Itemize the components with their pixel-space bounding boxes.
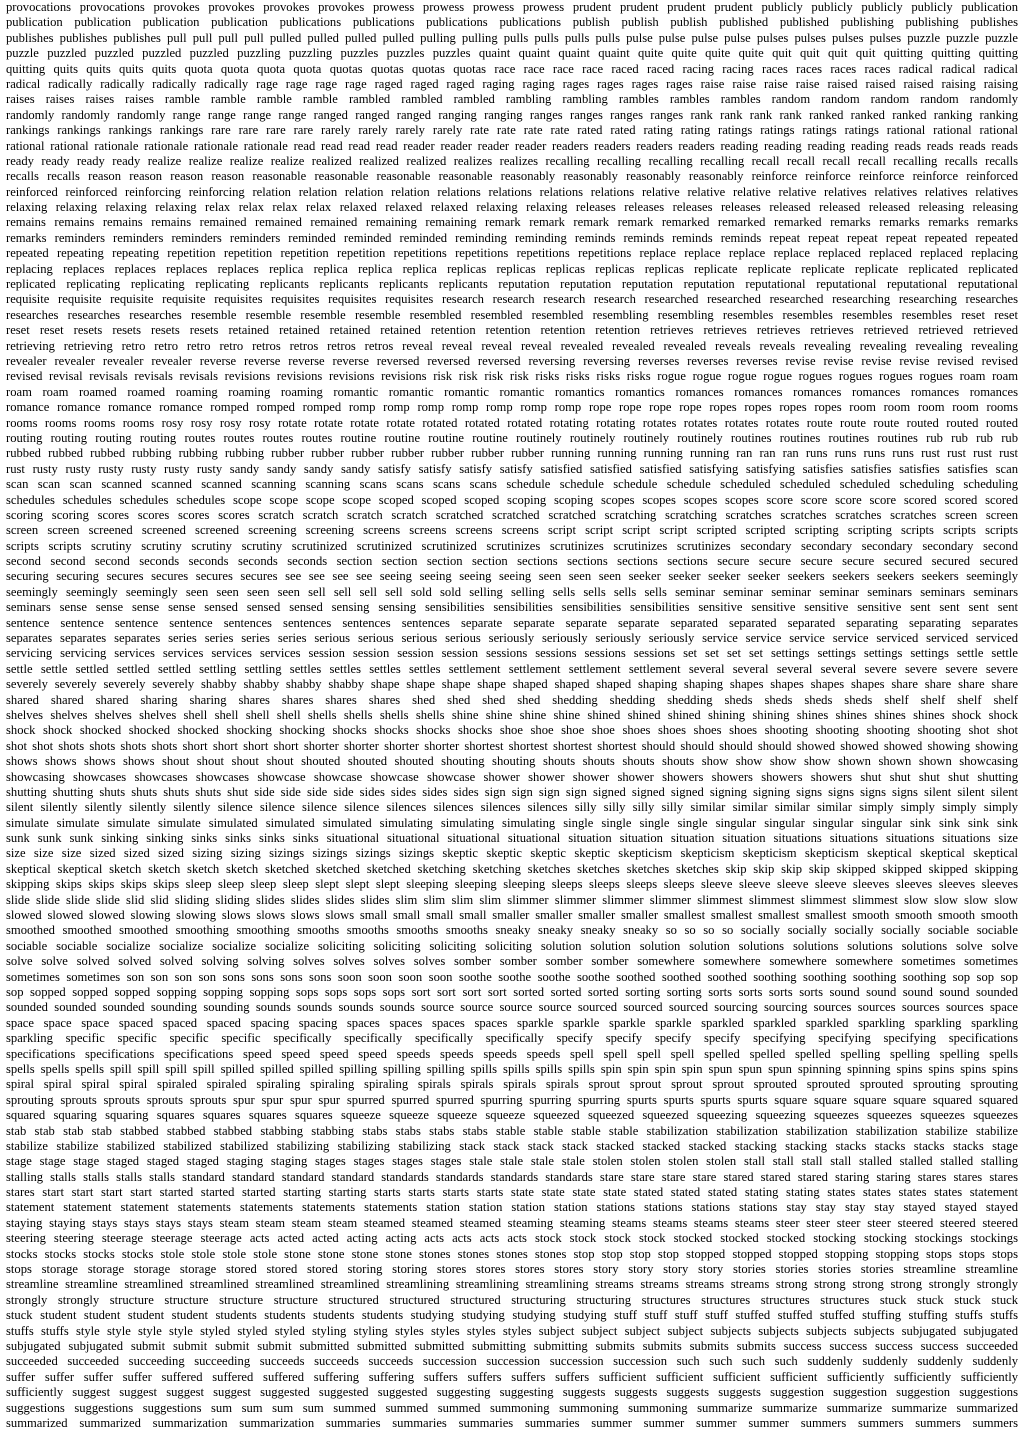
text-line: scripts scripts scrutiny scrutiny scrutiny scrutiny scrutinized scrutinized scrutinized scrutinizes scrutinizes scrutinizes scrutinizes secondary secondary secondary secondary second	[6, 538, 1018, 553]
text-line: stage stage stage staged staged staged staging staging stages stages stages stages stale stale stale stale stolen stolen stolen stolen stall stall stall stall stalled stalled stalled stalling	[6, 1154, 1018, 1169]
text-line: sounded sounded sounded sounding sounding sounds sounds sounds sounds source source source source sourced sourced sourced sourcing sourcing sources sources sources sources space	[6, 1000, 1018, 1015]
text-line: showcasing showcases showcases showcases showcase showcase showcase showcase shower shower shower shower showers showers showers showers shut shut shut shut shutting	[6, 769, 1018, 784]
text-line: statement statement statement statements statements statements statements station station station station stations stations stations stations stay stay stay stay stayed stayed stayed	[6, 1200, 1018, 1215]
word-list-text	[6, 0, 1018, 1431]
text-line: simulate simulate simulate simulate simulated simulated simulated simulating simulating simulating single single single single singular singular singular singular sink sink sink sink	[6, 815, 1018, 830]
text-line: rational rational rationale rationale rationale rationale read read read read reader reader reader reader readers readers readers readers reading reading reading reading reads reads reads reads	[6, 138, 1018, 153]
text-line: revealer revealer revealer revealer reverse reverse reverse reverse reversed reversed reversed reversing reversing reverses reverses reverses revise revise revise revise revised revised	[6, 353, 1018, 368]
text-line: rubbed rubbed rubbed rubbing rubbing rubbing rubber rubber rubber rubber rubber rubber rubber running running running running ran ran ran runs runs runs runs rust rust rust rust	[6, 446, 1018, 461]
text-line: schedules schedules schedules schedules scope scope scope scope scoped scoped scoped scoping scoping scopes scopes scopes scopes score score score score scored scored scored	[6, 492, 1018, 507]
text-line: slowed slowed slowed slowing slowing slows slows slows slows small small small small smaller smaller smaller smaller smallest smallest smallest smallest smooth smooth smooth smooth	[6, 908, 1018, 923]
text-line: replicated replicating replicating replicating replicants replicants replicants replicants reputation reputation reputation reputation reputational reputational reputational reputational	[6, 277, 1018, 292]
text-line: seminars sense sense sense sense sensed sensed sensed sensing sensing sensibilities sensibilities sensibilities sensibilities sensitive sensitive sensitive sensitive sent sent sent sent	[6, 600, 1018, 615]
text-line: size size size sized sized sized sizing sizing sizings sizings sizings sizings skeptic skeptic skeptic skeptic skepticism skepticism skepticism skepticism skeptical skeptical skeptical	[6, 846, 1018, 861]
text-line: shared shared shared sharing sharing shares shares shares shares shed shed shed shed shedding shedding shedding sheds sheds sheds sheds shelf shelf shelf shelf	[6, 692, 1018, 707]
text-line: requisite requisite requisite requisite requisites requisites requisites requisites research research research research researched researched researched researching researching researches	[6, 292, 1018, 307]
text-line: skipping skips skips skips skips sleep sleep sleep sleep slept slept slept sleeping sleeping sleeping sleeps sleeps sleeps sleeps sleeve sleeve sleeve sleeve sleeves sleeves sleeves sleeves	[6, 877, 1018, 892]
text-line: suggestions suggestions suggestions sum sum sum sum summed summed summed summoning summoning summoning summarize summarize summarize summarize summarized	[6, 1400, 1018, 1415]
text-line: scoring scoring scores scores scores scores scratch scratch scratch scratch scratched scratched scratched scratching scratching scratches scratches scratches scratches screen screen	[6, 507, 1018, 522]
text-line: reinforced reinforced reinforcing reinforcing relation relation relation relation relations relations relations relations relative relative relative relative relatives relatives relatives relatives	[6, 184, 1018, 199]
text-line: roam roam roamed roamed roaming roaming roaming romantic romantic romantic romantic romantics romantics romances romances romances romances romances romances	[6, 384, 1018, 399]
text-line: smoothed smoothed smoothed smoothing smoothing smooths smooths smooths smooths sneaky sneaky sneaky sneaky so so so so socially socially socially socially sociable sociable	[6, 923, 1018, 938]
text-line: scan scan scan scanned scanned scanned scanning scanning scans scans scans scans schedule schedule schedule schedule scheduled scheduled scheduled scheduling scheduling	[6, 477, 1018, 492]
text-line: severely severely severely severely shabby shabby shabby shabby shape shape shape shape shaped shaped shaped shaping shaping shapes shapes shapes shapes share share share share	[6, 677, 1018, 692]
text-line: stuck student student student student students students students students studying studying studying studying stuff stuff stuff stuff stuffed stuffed stuffed stuffing stuffing stuffs stuffs	[6, 1308, 1018, 1323]
text-line: recalls recalls reason reason reason reason reasonable reasonable reasonable reasonable reasonably reasonably reasonably reasonably reinforce reinforce reinforce reinforce reinforced	[6, 169, 1018, 184]
text-line: routing routing routing routing routes routes routes routes routine routine routine routine routinely routinely routinely routinely routines routines routines routines rub rub rub rub	[6, 430, 1018, 445]
text-line: suffer suffer suffer suffer suffered suffered suffered suffering suffering suffers suffers suffers suffers sufficient sufficient sufficient sufficient sufficiently sufficiently sufficiently	[6, 1369, 1018, 1384]
text-line: ready ready ready ready realize realize realize realize realized realized realized realizes realizes recalling recalling recalling recalling recall recall recall recall recalling recalls recalls	[6, 153, 1018, 168]
text-line: provocations provocations provokes provokes provokes provokes prowess prowess prowess prowess prudent prudent prudent prudent publicly publicly publicly publicly publication	[6, 0, 1018, 14]
text-line: relaxing relaxing relaxing relaxing relax relax relax relax relaxed relaxed relaxed relaxing relaxing releases releases releases releases released released released releasing releasing	[6, 200, 1018, 215]
text-line: rankings rankings rankings rankings rare rare rare rare rarely rarely rarely rarely rate rate rate rate rated rated rating rating ratings ratings ratings ratings rational rational rational	[6, 123, 1018, 138]
text-line: sop sopped sopped sopped sopping sopping sopping sops sops sops sops sort sort sort sort sorted sorted sorted sorting sorting sorts sorts sorts sorts sound sound sound sound sounded	[6, 985, 1018, 999]
text-line: replacing replaces replaces replaces replaces replica replica replica replica replicas replicas replicas replicas replicas replicate replicate replicate replicate replicated replicated	[6, 261, 1018, 276]
text-line: seemingly seemingly seemingly seen seen seen seen sell sell sell sell sold sold selling selling sells sells sells sells seminar seminar seminar seminar seminars seminars seminars	[6, 584, 1018, 599]
text-line: screen screen screened screened screened screening screening screens screens screens screens script script script script scripted scripted scripting scripting scripts scripts scripts	[6, 523, 1018, 538]
text-line: rust rusty rusty rusty rusty rusty rusty sandy sandy sandy sandy satisfy satisfy satisfy satisfy satisfied satisfied satisfied satisfying satisfying satisfies satisfies satisfies satisfies scan	[6, 461, 1018, 476]
text-line: sentence sentence sentence sentence sentences sentences sentences sentences separate separate separate separate separated separated separated separating separating separates	[6, 615, 1018, 630]
text-line: remains remains remains remains remained remained remained remaining remaining remark remark remark remark remarked remarked remarked remarks remarks remarks remarks	[6, 215, 1018, 230]
text-line: spells spells spells spill spill spill spill spilled spilled spilled spilling spilling spilling spills spills spills spills spin spin spin spin spun spun spun spinning spinning spins spins spins spins	[6, 1061, 1018, 1076]
text-line: puzzle puzzled puzzled puzzled puzzled puzzling puzzling puzzles puzzles puzzles quaint quaint quaint quaint quite quite quite quite quit quit quit quit quitting quitting quitting	[6, 46, 1018, 61]
text-line: sprouting sprouts sprouts sprouts sprouts spur spur spur spur spurred spurred spurred spurring spurring spurring spurts spurts spurts spurts square square square square squared squared	[6, 1092, 1018, 1107]
text-line: stares start start start start started started started starting starting starts starts starts starts state state state state stated stated stated stating stating states states states states statement	[6, 1185, 1018, 1200]
text-line: stops storage storage storage storage stored stored stored storing storing stores stores stores stores story story story story stories stories stories stories streamline streamline	[6, 1262, 1018, 1277]
text-line: spiral spiral spiral spiral spiraled spiraled spiraling spiraling spiraling spirals spirals spirals spirals sprout sprout sprout sprout sprouted sprouted sprouted sprouting sprouting	[6, 1077, 1018, 1092]
text-line: radical radically radically radically radically rage rage rage rage raged raged raged raging raging rages rages rages rages raise raise raise raise raised raised raised raising raising	[6, 76, 1018, 91]
text-line: specifications specifications specifications speed speed speed speed speeds speeds speeds speeds spell spell spell spell spelled spelled spelled spelling spelling spelling spells	[6, 1046, 1018, 1061]
text-line: raises raises raises raises ramble ramble ramble ramble rambled rambled rambled rambling rambling rambles rambles rambles random random random random randomly	[6, 92, 1018, 107]
text-line: publishes publishes publishes pull pull pull pull pulled pulled pulled pulled pulling pulling pulls pulls pulls pulls pulse pulse pulse pulse pulses pulses pulses pulses puzzle puzzle puzzle	[6, 30, 1018, 45]
text-line: summarized summarized summarization summarization summaries summaries summaries summaries summer summer summer summer summers summers summers summers	[6, 1415, 1018, 1430]
text-line: shelves shelves shelves shelves shell shell shell shell shells shells shells shells shine shine shine shine shined shined shined shining shining shines shines shines shines shock shock	[6, 707, 1018, 722]
text-line: repeated repeating repeating repetition repetition repetition repetition repetitions repetitions repetitions repetitions replace replace replace replace replaced replaced replaced replacing	[6, 246, 1018, 261]
text-line: shot shot shots shots shots shots short short short short shorter shorter shorter shorter shortest shortest shortest shortest should should should should showed showed showed showing showing	[6, 738, 1018, 753]
text-line: rooms rooms rooms rooms rosy rosy rosy rosy rotate rotate rotate rotate rotated rotated rotated rotating rotating rotates rotates rotates rotates route route route routed routed routed	[6, 415, 1018, 430]
text-line: quitting quits quits quits quits quota quota quota quota quotas quotas quotas quotas race race race race raced raced racing racing races races races races radical radical radical	[6, 61, 1018, 76]
text-line: space space space spaced spaced spaced spacing spacing spaces spaces spaces spaces sparkle sparkle sparkle sparkle sparkled sparkled sparkled sparkling sparkling sparkling	[6, 1015, 1018, 1030]
text-line: researches researches researches resemble resemble resemble resemble resembled resembled resembled resembling resembling resembles resembles resembles resembles reset reset	[6, 307, 1018, 322]
text-line: separates separates separates series series series series serious serious serious serious seriously seriously seriously seriously service service service service serviced serviced serviced	[6, 631, 1018, 646]
text-line: shows shows shows shows shout shout shout shout shouted shouted shouted shouting shouting shouts shouts shouts shouts show show show show shown shown shown showcasing	[6, 754, 1018, 769]
text-line: second second second seconds seconds seconds seconds section section section section sections sections sections sections secure secure secure secure secured secured secured	[6, 554, 1018, 569]
text-line: stalling stalls stalls stalls stalls standard standard standard standard standards standards standards standards stare stare stare stare stared stared stared staring staring stares stares stares	[6, 1169, 1018, 1184]
text-line: solve solve solved solved solved solving solving solves solves solves solves somber somber somber somber somewhere somewhere somewhere somewhere sometimes sometimes	[6, 954, 1018, 969]
text-line: reset reset resets resets resets resets retained retained retained retained retention retention retention retention retrieves retrieves retrieves retrieves retrieved retrieved retrieved	[6, 323, 1018, 338]
text-line: randomly randomly randomly range range range range ranged ranged ranged ranging ranging ranges ranges ranges ranges rank rank rank rank ranked ranked ranked ranking ranking	[6, 107, 1018, 122]
text-line: subjugated subjugated submit submit submit submit submitted submitted submitted submitting submitting submits submits submits submits success success success success succeeded	[6, 1338, 1018, 1353]
text-line: skeptical skeptical sketch sketch sketch sketch sketched sketched sketched sketching sketching sketches sketches sketches sketches skip skip skip skip skipped skipped skipped skipping	[6, 861, 1018, 876]
text-line: sociable sociable socialize socialize socialize socialize soliciting soliciting soliciting soliciting solution solution solution solution solutions solutions solutions solutions solve solve	[6, 938, 1018, 953]
text-line: silent silently silently silently silently silence silence silence silence silences silences silences silences silly silly silly silly similar similar similar similar simply simply simply simply	[6, 800, 1018, 815]
text-line: sufficiently suggest suggest suggest suggest suggested suggested suggested suggesting suggesting suggests suggests suggests suggests suggestion suggestion suggestion suggestions	[6, 1385, 1018, 1400]
text-line: sparkling specific specific specific specific specifically specifically specifically specifically specify specify specify specify specifying specifying specifying specifications	[6, 1031, 1018, 1046]
text-line: squared squaring squaring squares squares squares squares squeeze squeeze squeeze squeeze squeezed squeezed squeezed squeezing squeezing squeezes squeezes squeezes squeezes	[6, 1108, 1018, 1123]
text-line: shutting shutting shuts shuts shuts shuts shut side side side side sides sides sides sides sign sign sign sign signed signed signed signing signing signs signs signs signs silent silent silent	[6, 784, 1018, 799]
text-line: shock shock shocked shocked shocked shocking shocking shocks shocks shocks shocks shoe shoe shoe shoe shoes shoes shoes shoes shooting shooting shooting shooting shot shot	[6, 723, 1018, 738]
text-line: securing securing secures secures secures secures see see see see seeing seeing seeing seeing seen seen seen seeker seeker seeker seeker seekers seekers seekers seekers seemingly	[6, 569, 1018, 584]
text-line: stuffs stuffs style style style style styled styled styled styling styling styles styles styles styles subject subject subject subject subjects subjects subjects subjects subjugated subjugated	[6, 1323, 1018, 1338]
text-line: sometimes sometimes son son son son sons sons sons sons soon soon soon soon soothe soothe soothe soothe soothed soothed soothed soothing soothing soothing soothing sop sop sop	[6, 969, 1018, 984]
text-line: slide slide slide slide slid slid sliding sliding slides slides slides slides slim slim slim slim slimmer slimmer slimmer slimmer slimmest slimmest slimmest slimmest slow slow slow slow	[6, 892, 1018, 907]
text-line: steering steering steerage steerage steerage acts acted acted acting acting acts acts acts acts stock stock stock stock stocked stocked stocked stocking stocking stockings stockings	[6, 1231, 1018, 1246]
text-line: publication publication publication publication publications publications publications publications publish publish publish published published publishing publishing publishes	[6, 15, 1018, 30]
text-line: sunk sunk sunk sinking sinking sinks sinks sinks sinks situational situational situational situational situation situation situation situation situations situations situations situations size	[6, 831, 1018, 846]
text-line: romance romance romance romance romped romped romped romp romp romp romp romp romp romp rope rope rope rope ropes ropes ropes ropes room room room room rooms	[6, 400, 1018, 415]
text-line: stocks stocks stocks stocks stole stole stole stole stone stone stone stone stones stones stones stones stop stop stop stop stopped stopped stopped stopping stopping stops stops stops	[6, 1246, 1018, 1261]
text-line: streamline streamline streamlined streamlined streamlined streamlined streamlining streamlining streamlining streams streams streams streams strong strong strong strong strongly strongly	[6, 1277, 1018, 1292]
text-line: servicing servicing services services services services session session session session sessions sessions sessions sessions set set set set settings settings settings settings settle settle	[6, 646, 1018, 661]
text-line: succeeded succeeded succeeding succeeding succeeds succeeds succeeds succession succession succession succession such such such such suddenly suddenly suddenly suddenly	[6, 1354, 1018, 1369]
text-line: remarks reminders reminders reminders reminders reminded reminded reminded reminding reminding reminds reminds reminds reminds repeat repeat repeat repeat repeated repeated	[6, 230, 1018, 245]
text-line: stab stab stab stab stabbed stabbed stabbed stabbing stabbing stabs stabs stabs stabs stable stable stable stable stabilization stabilization stabilization stabilization stabilize stabilize	[6, 1123, 1018, 1138]
text-line: stabilize stabilize stabilized stabilized stabilized stabilizing stabilizing stabilizing stack stack stack stack stacked stacked stacked stacking stacking stacks stacks stacks stacks stage	[6, 1138, 1018, 1153]
text-line: strongly strongly structure structure structure structure structured structured structured structuring structuring structures structures structures structures stuck stuck stuck stuck	[6, 1292, 1018, 1307]
text-line: settle settle settled settled settled settling settling settles settles settles settles settlement settlement settlement settlement several several several several severe severe severe severe	[6, 661, 1018, 676]
text-line: staying staying stays stays stays stays steam steam steam steam steamed steamed steamed steaming steaming steams steams steams steams steer steer steer steer steered steered steered	[6, 1215, 1018, 1230]
text-line: revised revisal revisals revisals revisals revisions revisions revisions revisions risk risk risk risk risks risks risks risks rogue rogue rogue rogue rogues rogues rogues rogues roam roam	[6, 369, 1018, 384]
text-line: retrieving retrieving retro retro retro retro retros retros retros retros reveal reveal reveal reveal revealed revealed revealed reveals reveals revealing revealing revealing revealing	[6, 338, 1018, 353]
